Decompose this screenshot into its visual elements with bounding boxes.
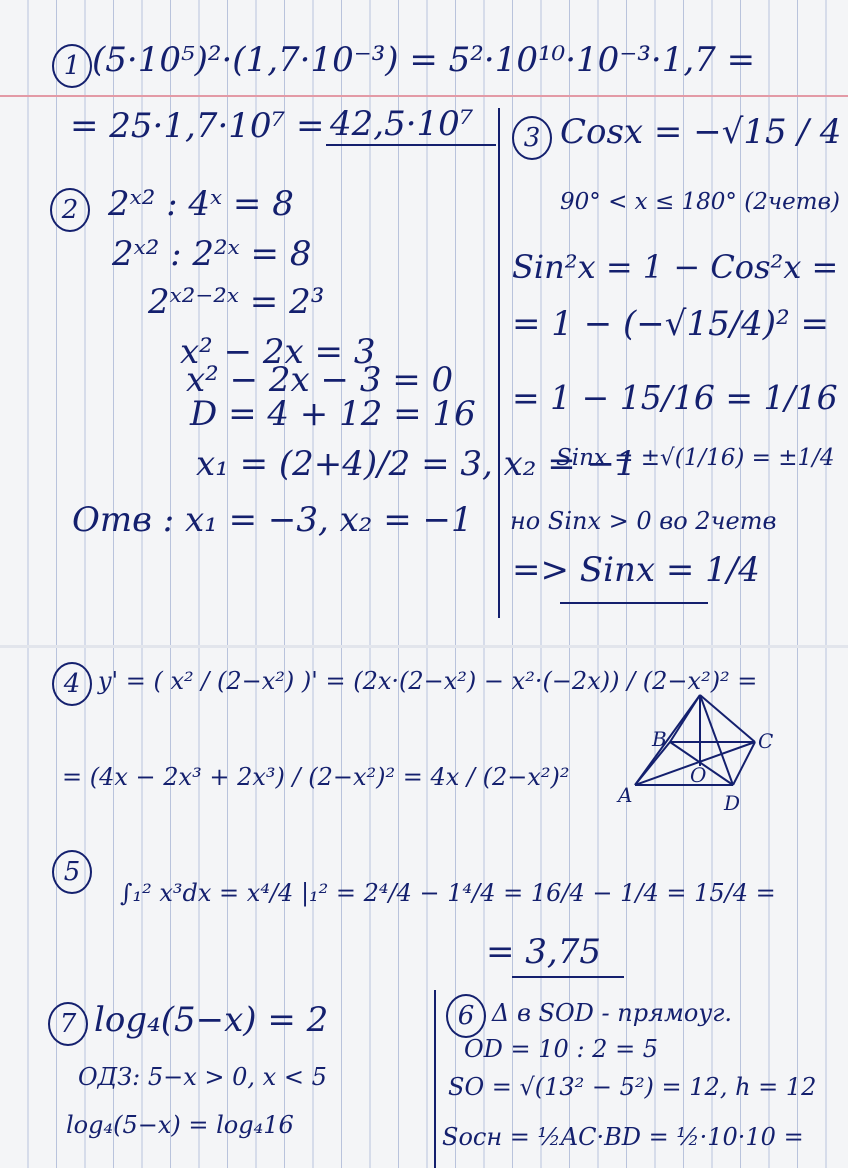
- task-4-line-1: y' = ( x² / (2−x²) )' = (2x·(2−x²) − x²·(−2x)) / (2−x²)² =: [98, 667, 758, 695]
- task-3-number: 3: [512, 116, 552, 160]
- page-fold: [0, 645, 848, 648]
- task-3-line-6: Sinx = ±√(1/16) = ±1/4: [556, 445, 835, 471]
- task-5-line-1: ∫₁² x³dx = x⁴/4 |₁² = 2⁴/4 − 1⁴/4 = 16/4 − 1/4 = 15/4 =: [120, 879, 776, 907]
- task-6-number: 6: [446, 994, 486, 1038]
- task-2-line-1: 2ˣ² : 4ˣ = 8: [108, 184, 294, 224]
- task-3-line-3: Sin²x = 1 − Cos²x =: [512, 248, 839, 286]
- task-7-line-2: ОДЗ: 5−x > 0, x < 5: [78, 1063, 327, 1091]
- task-5-number: 5: [52, 850, 92, 894]
- figure-label-o: O: [690, 763, 707, 787]
- task-6-line-2: OD = 10 : 2 = 5: [464, 1035, 659, 1063]
- red-margin-line: [0, 95, 848, 97]
- task-2-line-6: D = 4 + 12 = 16: [190, 394, 476, 434]
- task-6-line-3: SO = √(13² − 5²) = 12, h = 12: [448, 1073, 817, 1101]
- task-5-answer-underline: [512, 976, 624, 978]
- task-3-line-5: = 1 − 15/16 = 1/16: [512, 378, 838, 417]
- column-divider: [498, 108, 500, 618]
- task-4-number: 4: [52, 662, 92, 706]
- task-3-line-2: 90° < x ≤ 180° (2четв): [560, 189, 840, 215]
- task-3-line-1: Cosx = −√15 / 4: [560, 112, 842, 152]
- task-2-answer: Отв : x₁ = −3, x₂ = −1: [72, 500, 473, 540]
- task-3-answer-underline: [560, 602, 708, 604]
- figure-label-b: B: [652, 727, 667, 751]
- task-3-line-4: = 1 − (−√15/4)² =: [512, 304, 829, 344]
- task-4-line-2: = (4x − 2x³ + 2x³) / (2−x²)² = 4x / (2−x²)²: [62, 763, 570, 791]
- task-2-line-2: 2ˣ² : 2²ˣ = 8: [112, 234, 312, 274]
- figure-label-d: D: [724, 791, 741, 815]
- task-1-line-2: = 25·1,7·10⁷ =: [70, 106, 325, 146]
- task-7-line-1: log₄(5−x) = 2: [94, 1000, 329, 1040]
- task-2-line-3: 2ˣ²⁻²ˣ = 2³: [148, 282, 325, 322]
- task-7-line-3: log₄(5−x) = log₄16: [66, 1111, 294, 1139]
- task-2-line-5: x² − 2x − 3 = 0: [186, 360, 454, 400]
- lateral-edge-sb: [670, 695, 700, 742]
- task-1-number: 1: [52, 44, 92, 88]
- task-5-line-2: = 3,75: [486, 932, 601, 972]
- task-6-line-1: Δ в SOD - прямоуг.: [492, 999, 733, 1027]
- task-6-line-4: Sосн = ½AC·BD = ½·10·10 =: [442, 1123, 804, 1151]
- task-6-brace: [434, 990, 436, 1168]
- task-2-line-4: x² − 2x = 3: [180, 332, 376, 372]
- task-1-line-1: (5·10⁵)²·(1,7·10⁻³) = 5²·10¹⁰·10⁻³·1,7 =: [92, 40, 756, 80]
- task-1-answer-underline: [326, 144, 496, 146]
- task-2-line-7: x₁ = (2+4)/2 = 3, x₂ = −1: [196, 444, 637, 484]
- task-2-number: 2: [50, 188, 90, 232]
- task-1-answer: 42,5·10⁷: [330, 104, 474, 144]
- task-3-line-7: но Sinx > 0 во 2четв: [510, 507, 777, 535]
- task-7-number: 7: [48, 1002, 88, 1046]
- task-3-line-8: => Sinx = 1/4: [512, 550, 760, 590]
- figure-label-a: A: [618, 783, 633, 807]
- figure-label-c: C: [758, 729, 774, 753]
